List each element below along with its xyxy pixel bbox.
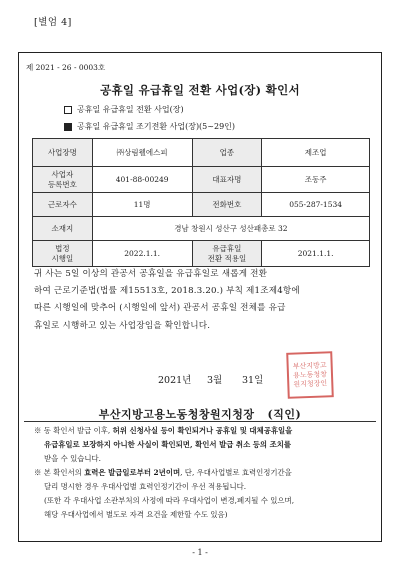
- cell-label-registration-number: 사업자 등록번호: [33, 167, 93, 193]
- note-emphasis: 허위 신청사실 등이 확인되거나 공휴일 및 대체공휴일을: [112, 426, 293, 435]
- document-title: 공휴일 유급휴일 전환 사업(장) 확인서: [100, 83, 300, 97]
- cell-label-workers: 근로자수: [33, 193, 93, 217]
- cell-industry: 제조업: [262, 139, 370, 167]
- cell-workers: 11명: [92, 193, 192, 217]
- date-month: 3월: [207, 375, 223, 386]
- text-line: 귀 사는 5일 이상의 관공서 공휴일을 유급휴일로 새롭게 전환: [34, 269, 268, 279]
- cell-label-apply-date: 유급휴일 전환 적용일: [192, 241, 262, 267]
- cell-address: 경남 창원시 성산구 성산패총로 32: [92, 217, 369, 241]
- table-row: [33, 167, 370, 193]
- cell-label-legal-date: 법정 시행일: [33, 241, 93, 267]
- table-row: [33, 193, 370, 217]
- document-number: 제 2021 - 26 - 0003호: [26, 63, 106, 72]
- cell-registration-number: 401-88-00249: [92, 167, 192, 193]
- unchecked-box-icon: [64, 106, 72, 114]
- note-text: ※ 동 확인서 발급 이후,: [34, 426, 113, 435]
- cell-label-industry: 업종: [192, 139, 262, 167]
- note-emphasis: 효력은 발급일로부터 2년이며: [84, 468, 181, 477]
- cell-label-ceo: 대표자명: [192, 167, 262, 193]
- page-number: - 1 -: [192, 548, 208, 557]
- note-text: (또한 각 우대사업 소관부처의 사정에 따라 우대사업이 변경,폐지될 수 있으며,: [44, 496, 295, 505]
- note-text: ※ 본 확인서의: [34, 468, 85, 477]
- note-validity: [34, 466, 366, 522]
- table-row: [33, 241, 370, 267]
- cell-phone: 055-287-1534: [262, 193, 370, 217]
- note-emphasis: 유급휴일로 보장하지 아니한 사실이 확인되면, 확인서 발급 취소 등의 조치를: [44, 440, 292, 449]
- cell-label-phone: 전화번호: [192, 193, 262, 217]
- option-early-conversion: [64, 121, 235, 132]
- cell-legal-date: 2022.1.1.: [92, 241, 192, 267]
- cell-ceo: 조동주: [262, 167, 370, 193]
- business-info-table: [32, 138, 370, 267]
- divider: [24, 421, 376, 422]
- seal-text: 부산지방고용노동청창원지청장인: [292, 360, 328, 389]
- table-row: [33, 139, 370, 167]
- note-revocation: [34, 424, 366, 466]
- text-line: 휴일로 시행하고 있는 사업장임을 확인합니다.: [34, 320, 211, 331]
- option-label: 공휴일 유급휴일 전환 사업(장): [77, 105, 184, 114]
- cell-business-name: ㈜상림웰에스피: [92, 139, 192, 167]
- official-seal-stamp: [286, 351, 334, 399]
- table-row: [33, 217, 370, 241]
- annex-label: [별엄 4]: [34, 17, 72, 28]
- date-day: 31일: [242, 375, 264, 386]
- text-line: 하여 근로기준법(법률 제15513호, 2018.3.20.) 부칙 제1조제4항에: [34, 286, 300, 297]
- note-text: 해당 우대사업에서 별도로 자격 요건을 제한할 수도 있음): [44, 510, 228, 519]
- date-year: 2021년: [158, 375, 192, 386]
- cell-label-address: 소재지: [33, 217, 93, 241]
- checked-box-icon: [64, 123, 72, 131]
- note-text: 달리 명시한 경우 우대사업별 효력인정기간이 우선 적용됩니다.: [44, 482, 247, 491]
- text-line: 따른 시행일에 맞추어 (시행일에 앞서) 관공서 공휴일 전체를 유급: [34, 303, 286, 314]
- note-text: , 단, 우대사업별로 효력인정기간을: [180, 468, 292, 477]
- note-text: 받을 수 있습니다.: [44, 454, 102, 463]
- option-label: 공휴일 유급휴일 조기전환 사업(장)(5~29인): [77, 122, 236, 131]
- cell-label-business-name: 사업장명: [33, 139, 93, 167]
- confirmation-text: [34, 266, 364, 335]
- cell-apply-date: 2021.1.1.: [262, 241, 370, 267]
- option-holiday-conversion: [64, 104, 184, 115]
- issuer-name: 부산지방고용노동청창원지청장 (직인): [98, 408, 302, 421]
